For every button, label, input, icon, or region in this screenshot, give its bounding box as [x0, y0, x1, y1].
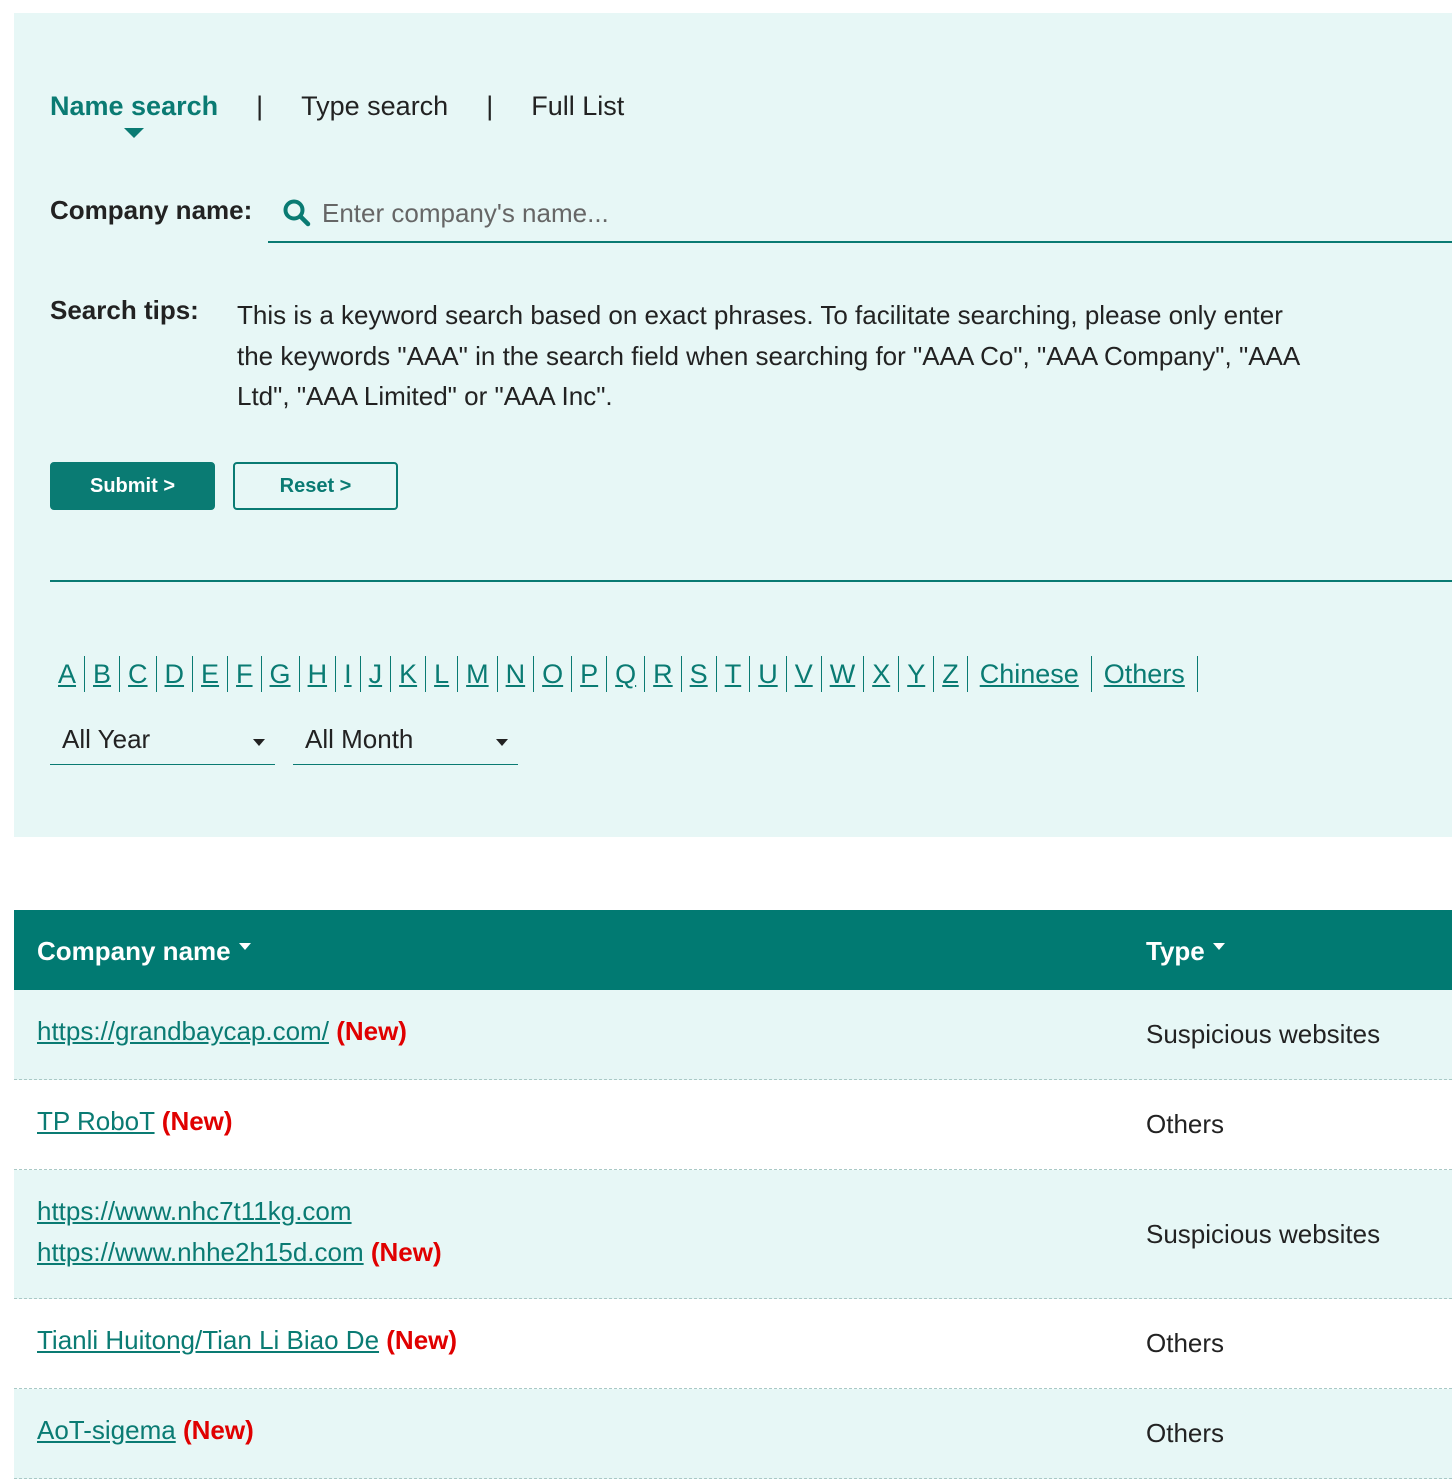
sort-company-name[interactable]: [37, 936, 251, 967]
type-cell: Suspicious websites: [1146, 1219, 1381, 1249]
month-select-value: All Month: [305, 724, 414, 754]
letter-filter-e[interactable]: E: [193, 656, 228, 692]
letter-filter-o[interactable]: O: [534, 656, 572, 692]
year-select[interactable]: [50, 715, 275, 765]
type-cell: Others: [1146, 1418, 1225, 1448]
letter-filter-r[interactable]: R: [645, 656, 682, 692]
new-badge: (New): [370, 1237, 442, 1267]
letter-filter-m[interactable]: M: [458, 656, 498, 692]
type-cell: Suspicious websites: [1146, 1019, 1381, 1049]
new-badge: (New): [161, 1106, 233, 1136]
company-name-row: [50, 193, 1452, 245]
search-tabs: [50, 91, 624, 122]
company-link[interactable]: https://grandbaycap.com/: [37, 1016, 329, 1046]
table-body: [14, 990, 1452, 1479]
letter-filter-q[interactable]: Q: [607, 656, 645, 692]
letter-filter-z[interactable]: Z: [934, 656, 968, 692]
tab-type-search[interactable]: Type search: [301, 91, 449, 121]
sort-type[interactable]: [1146, 936, 1225, 967]
divider: [50, 580, 1452, 582]
letter-filter-others[interactable]: Others: [1092, 656, 1198, 692]
letter-filter-n[interactable]: N: [498, 656, 535, 692]
company-link[interactable]: https://www.nhhe2h15d.com: [37, 1237, 364, 1267]
letter-filter-t[interactable]: T: [717, 656, 751, 692]
letter-filter-s[interactable]: S: [682, 656, 717, 692]
letter-filter-b[interactable]: B: [85, 656, 120, 692]
letter-filter-i[interactable]: I: [336, 656, 361, 692]
company-name-cell: [37, 1101, 233, 1142]
letter-filter-d[interactable]: D: [157, 656, 194, 692]
column-header-type: Type: [1146, 936, 1205, 966]
month-select[interactable]: [293, 715, 518, 765]
company-name-label: Company name:: [50, 195, 253, 225]
search-box[interactable]: [268, 185, 1452, 243]
tab-separator: |: [256, 91, 264, 121]
year-select-value: All Year: [62, 724, 151, 754]
letter-filter-k[interactable]: K: [391, 656, 426, 692]
company-name-cell: [37, 1320, 457, 1361]
letter-filter-a[interactable]: A: [50, 656, 85, 692]
company-link[interactable]: AoT-sigema: [37, 1415, 176, 1445]
letter-filter-chinese[interactable]: Chinese: [968, 656, 1092, 692]
company-name-cell: [37, 1011, 407, 1052]
table-row: [14, 1170, 1452, 1299]
letter-filter-c[interactable]: C: [120, 656, 157, 692]
search-tips-label: Search tips:: [50, 295, 199, 325]
table-row: [14, 1389, 1452, 1479]
letter-filter-u[interactable]: U: [750, 656, 787, 692]
letter-filter-h[interactable]: H: [300, 656, 337, 692]
letter-filter-f[interactable]: F: [228, 656, 262, 692]
table-row: [14, 990, 1452, 1080]
letter-filter-x[interactable]: X: [864, 656, 899, 692]
letter-filter-w[interactable]: W: [822, 656, 864, 692]
results-table: [14, 910, 1452, 1479]
sort-caret-icon: [239, 943, 251, 950]
table-row: [14, 1299, 1452, 1389]
type-cell: Others: [1146, 1328, 1225, 1358]
type-cell: Others: [1146, 1109, 1225, 1139]
alphabet-filter: [50, 656, 1198, 692]
letter-filter-y[interactable]: Y: [899, 656, 934, 692]
new-badge: (New): [182, 1415, 254, 1445]
letter-filter-l[interactable]: L: [426, 656, 458, 692]
letter-filter-j[interactable]: J: [361, 656, 392, 692]
letter-filter-g[interactable]: G: [262, 656, 300, 692]
reset-button[interactable]: Reset >: [233, 462, 398, 510]
company-link[interactable]: TP RoboT: [37, 1106, 155, 1136]
table-row: [14, 1080, 1452, 1170]
company-name-cell: [37, 1191, 442, 1273]
table-header: [14, 910, 1452, 990]
letter-filter-p[interactable]: P: [572, 656, 607, 692]
company-name-input[interactable]: [322, 198, 1422, 229]
search-icon: [282, 198, 312, 228]
search-tips-text: This is a keyword search based on exact phrases. To facilitate searching, please only enter the keywords "AAA" in the search field when searching for "AAA Co", "AAA Company", "AAA Ltd", "AAA Limited" or "AAA Inc".: [237, 300, 1299, 411]
search-panel: [14, 13, 1452, 837]
new-badge: (New): [336, 1016, 407, 1046]
submit-button[interactable]: Submit >: [50, 462, 215, 510]
company-name-cell: [37, 1410, 254, 1451]
sort-caret-icon: [1213, 943, 1225, 950]
chevron-down-icon: [253, 739, 265, 746]
letter-filter-v[interactable]: V: [787, 656, 822, 692]
company-link[interactable]: https://www.nhc7t11kg.com: [37, 1196, 352, 1226]
column-header-company-name: Company name: [37, 936, 231, 966]
tab-separator: |: [486, 91, 494, 121]
company-link[interactable]: Tianli Huitong/Tian Li Biao De: [37, 1325, 380, 1355]
new-badge: (New): [386, 1325, 458, 1355]
chevron-down-icon: [496, 739, 508, 746]
tab-name-search[interactable]: Name search: [50, 91, 219, 121]
tab-full-list[interactable]: Full List: [531, 91, 625, 121]
